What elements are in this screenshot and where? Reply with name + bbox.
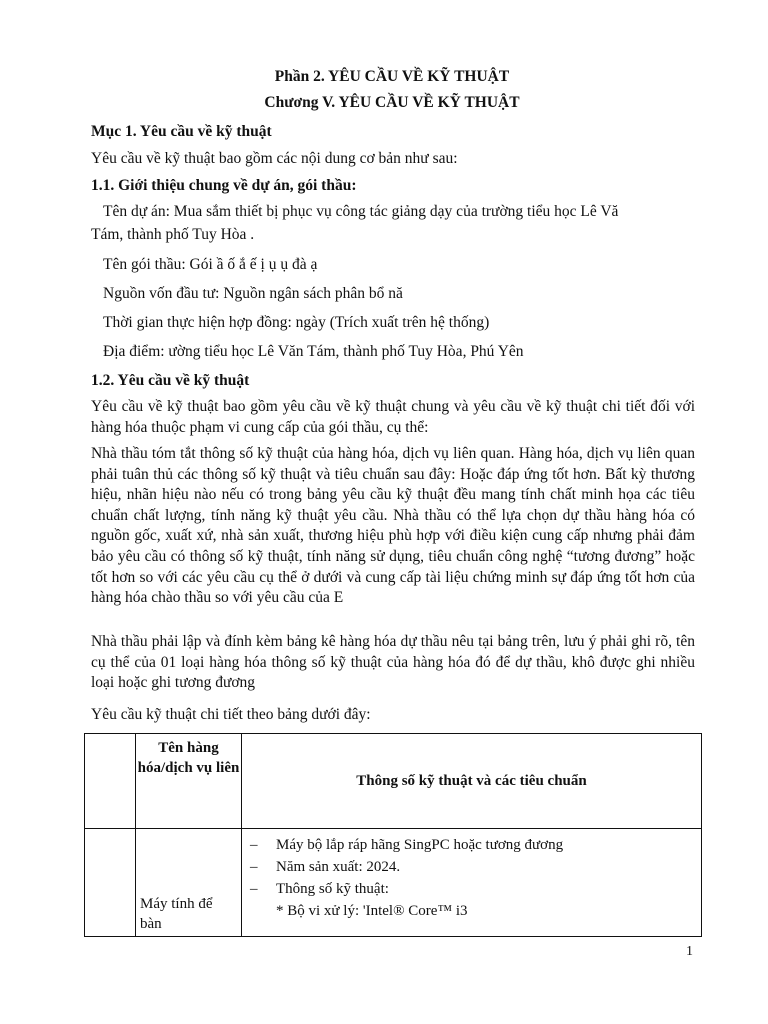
- table-header-row: [85, 734, 702, 829]
- table-intro: Yêu cầu kỹ thuật chi tiết theo bảng dưới đây:: [91, 706, 371, 723]
- package-name-line: Tên gói thầu: Gói ầ ố ắ ế ị ụ ụ đà ạ: [103, 256, 318, 273]
- table-cell-index: [85, 829, 136, 937]
- section-1-intro: Yêu cầu về kỹ thuật bao gồm các nội dung cơ bản như sau:: [91, 150, 458, 167]
- project-name-line2: Tám, thành phố Tuy Hòa .: [91, 226, 255, 243]
- column-header-specs: Thông số kỹ thuật và các tiêu chuẩn: [242, 734, 702, 829]
- dash-bullet: –: [250, 837, 258, 853]
- section-1-heading: Mục 1. Yêu cầu về kỹ thuật: [91, 123, 272, 140]
- spec-year: Năm sản xuất: 2024.: [276, 859, 401, 875]
- paragraph-contractor-summary: Nhà thầu tóm tắt thông số kỹ thuật của hàng hóa, dịch vụ liên quan. Hàng hóa, dịch vụ liên quan phải tuân thủ các thông số kỹ thuật và tiêu chuẩn sau đây: Hoặc đáp ứng tốt hơn. Bất kỳ thương hiệu, nhãn hiệu nào nếu có trong bảng yêu cầu kỹ thuật đều mang tính chất minh họa các tiêu chuẩn chất lượng, tính năng kỹ thuật yêu cầu. Nhà thầu có thể lựa chọn dự thầu hàng hóa có nguồn gốc, xuất xứ, nhà sản xuất, thương hiệu phù hợp với điều kiện cung cấp nhưng phải đảm bảo yêu cầu có thông số kỹ thuật, tính năng sử dụng, tiêu chuẩn công nghệ “tương đương” hoặc tốt hơn so với các yêu cầu cụ thể ở dưới và cung cấp tài liệu chứng minh sự đáp ứng tốt hơn của hàng hóa chào thầu so với yêu cầu của E: [91, 445, 695, 607]
- spec-cpu: * Bộ vi xử lý: 'Intel® Core™ i3: [276, 903, 468, 919]
- item-spec-cell: [242, 829, 702, 937]
- paragraph-general-requirements: Yêu cầu về kỹ thuật bao gồm yêu cầu về kỹ thuật chung và yêu cầu về kỹ thuật chi tiết đối với hàng hóa thuộc phạm vi cung cấp của gói thầu, cụ thể:: [91, 398, 695, 436]
- funding-line: Nguồn vốn đầu tư: Nguồn ngân sách phân bổ nă: [103, 285, 403, 302]
- section-1-1-heading: 1.1. Giới thiệu chung về dự án, gói thầu:: [91, 177, 357, 194]
- spec-list-item: [250, 856, 701, 878]
- spec-technical-label: Thông số kỹ thuật:: [276, 881, 389, 897]
- dash-bullet: –: [250, 881, 258, 897]
- location-line: Địa điểm: ường tiểu học Lê Văn Tám, thành phố Tuy Hòa, Phú Yên: [103, 343, 524, 360]
- item-name-cell: Máy tính để bàn: [136, 829, 242, 937]
- column-header-item-name: Tên hàng hóa/dịch vụ liên: [136, 734, 242, 829]
- contract-duration-line: Thời gian thực hiện hợp đồng: ngày (Trích xuất trên hệ thống): [103, 314, 490, 331]
- spec-assembly: Máy bộ lắp ráp hãng SingPC hoặc tương đương: [276, 837, 564, 853]
- part-title: Phần 2. YÊU CẦU VỀ KỸ THUẬT: [274, 68, 510, 85]
- spec-list-item: [250, 878, 701, 900]
- spec-table: [84, 733, 702, 937]
- paragraph-goods-list: Nhà thầu phải lập và đính kèm bảng kê hàng hóa dự thầu nêu tại bảng trên, lưu ý phải ghi rõ, tên cụ thể của 01 loại hàng hóa thông số kỹ thuật của hàng hóa đó để dự thầu, khô được ghi nhiều loại hoặc ghi tương đương: [91, 633, 695, 692]
- table-row: [85, 829, 702, 937]
- page-number: 1: [686, 944, 693, 959]
- table-cell-index-header: [85, 734, 136, 829]
- spec-list: [242, 829, 701, 922]
- section-1-2-heading: 1.2. Yêu cầu về kỹ thuật: [91, 372, 250, 389]
- dash-bullet: –: [250, 859, 258, 875]
- spec-list-item: [250, 834, 701, 856]
- project-name-line1: Tên dự án: Mua sắm thiết bị phục vụ công tác giảng dạy của trường tiểu học Lê Vă: [103, 203, 619, 220]
- chapter-title: Chương V. YÊU CẦU VỀ KỸ THUẬT: [264, 94, 520, 111]
